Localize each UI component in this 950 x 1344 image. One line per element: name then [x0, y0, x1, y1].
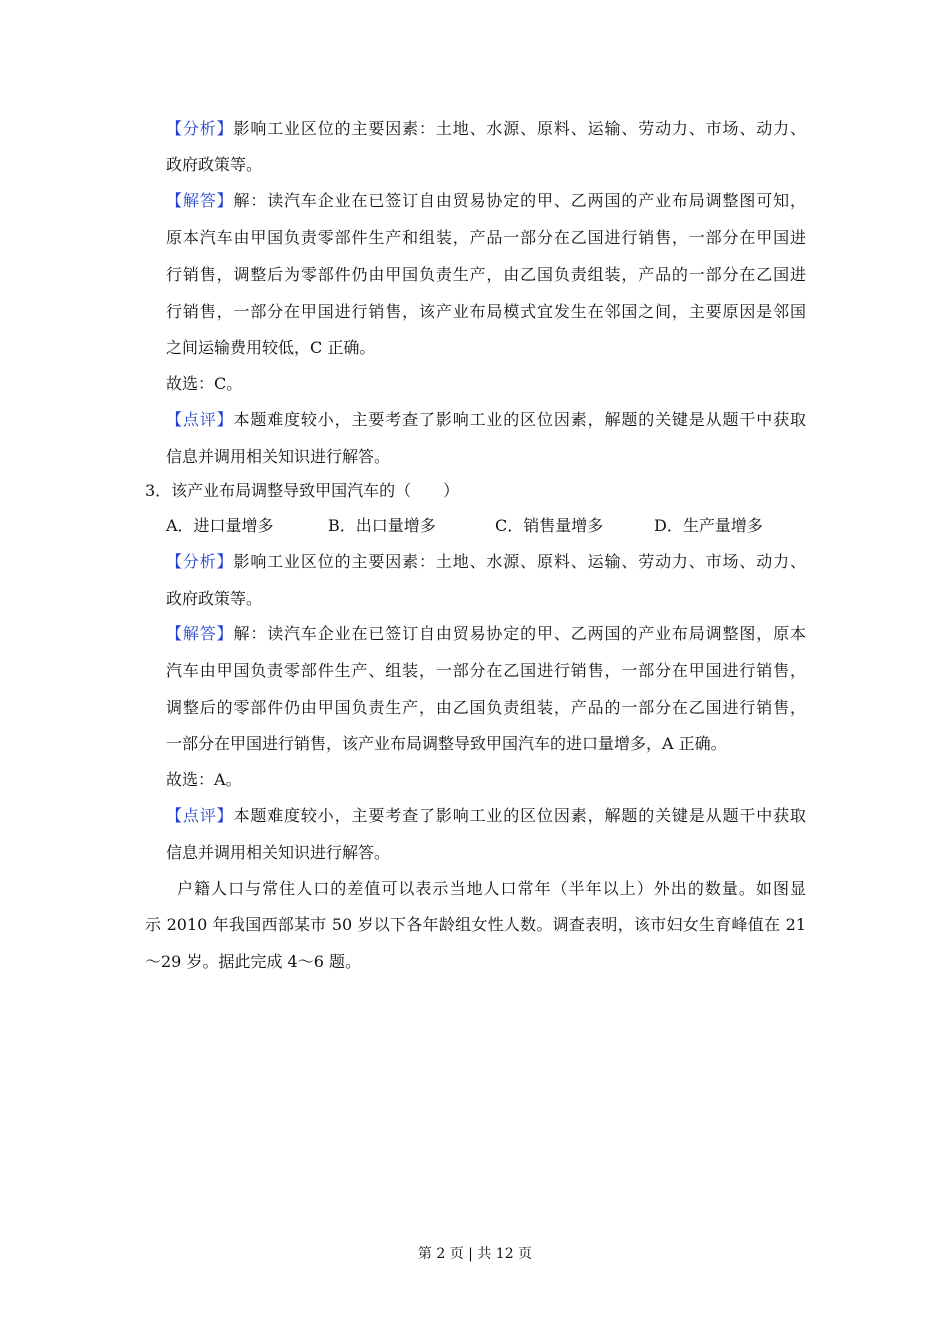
- answer-label: 【解答】: [166, 191, 234, 210]
- option-a: A．进口量增多: [166, 516, 274, 535]
- answer-label: 【解答】: [166, 624, 234, 643]
- option-c: C．销售量增多: [495, 516, 604, 535]
- choice-line: 故选：C。: [166, 374, 243, 393]
- option-d: D．生产量增多: [654, 516, 763, 535]
- comment-label: 【点评】: [166, 410, 234, 429]
- intro-line: ～29 岁。据此完成 4～6 题。: [145, 952, 361, 971]
- answer-line: 【解答】解：读汽车企业在已签订自由贸易协定的甲、乙两国的产业布局调整图可知，: [166, 191, 806, 210]
- page-footer: 第 2 页 | 共 12 页: [417, 1246, 533, 1262]
- answer-line: 行销售，一部分在甲国进行销售，该产业布局模式宜发生在邻国之间，主要原因是邻国: [166, 302, 806, 321]
- answer-line: 原本汽车由甲国负责零部件生产和组装，产品一部分在乙国进行销售，一部分在甲国进: [166, 228, 806, 247]
- comment-label: 【点评】: [166, 806, 234, 825]
- intro-line: 户籍人口与常住人口的差值可以表示当地人口常年（半年以上）外出的数量。如图显: [177, 879, 806, 898]
- analysis-line: 【分析】影响工业区位的主要因素：土地、水源、原料、运输、劳动力、市场、动力、: [166, 552, 806, 571]
- answer-line: 行销售，调整后为零部件仍由甲国负责生产，由乙国负责组装，产品的一部分在乙国进: [166, 265, 806, 284]
- question-stem: 3．该产业布局调整导致甲国汽车的（ ）: [145, 481, 460, 500]
- analysis-line: 政府政策等。: [166, 155, 263, 174]
- analysis-line: 【分析】影响工业区位的主要因素：土地、水源、原料、运输、劳动力、市场、动力、: [166, 119, 806, 138]
- comment-line: 【点评】本题难度较小，主要考查了影响工业的区位因素，解题的关键是从题干中获取: [166, 806, 806, 825]
- analysis-line: 政府政策等。: [166, 589, 263, 608]
- analysis-label: 【分析】: [166, 119, 234, 138]
- choice-line: 故选：A。: [166, 770, 242, 789]
- answer-line: 调整后的零部件仍由甲国负责生产，由乙国负责组装，产品的一部分在乙国进行销售，: [166, 698, 806, 717]
- answer-line: 【解答】解：读汽车企业在已签订自由贸易协定的甲、乙两国的产业布局调整图，原本: [166, 624, 806, 643]
- answer-line: 一部分在甲国进行销售，该产业布局调整导致甲国汽车的进口量增多，A 正确。: [166, 734, 727, 753]
- comment-line: 【点评】本题难度较小，主要考查了影响工业的区位因素，解题的关键是从题干中获取: [166, 410, 806, 429]
- analysis-label: 【分析】: [166, 552, 234, 571]
- comment-line: 信息并调用相关知识进行解答。: [166, 843, 391, 862]
- intro-line: 示 2010 年我国西部某市 50 岁以下各年龄组女性人数。调查表明，该市妇女生育峰值在 21: [145, 915, 806, 934]
- option-b: B．出口量增多: [328, 516, 436, 535]
- comment-line: 信息并调用相关知识进行解答。: [166, 447, 391, 466]
- answer-line: 之间运输费用较低，C 正确。: [166, 338, 376, 357]
- answer-line: 汽车由甲国负责零部件生产、组装，一部分在乙国进行销售，一部分在甲国进行销售，: [166, 661, 806, 680]
